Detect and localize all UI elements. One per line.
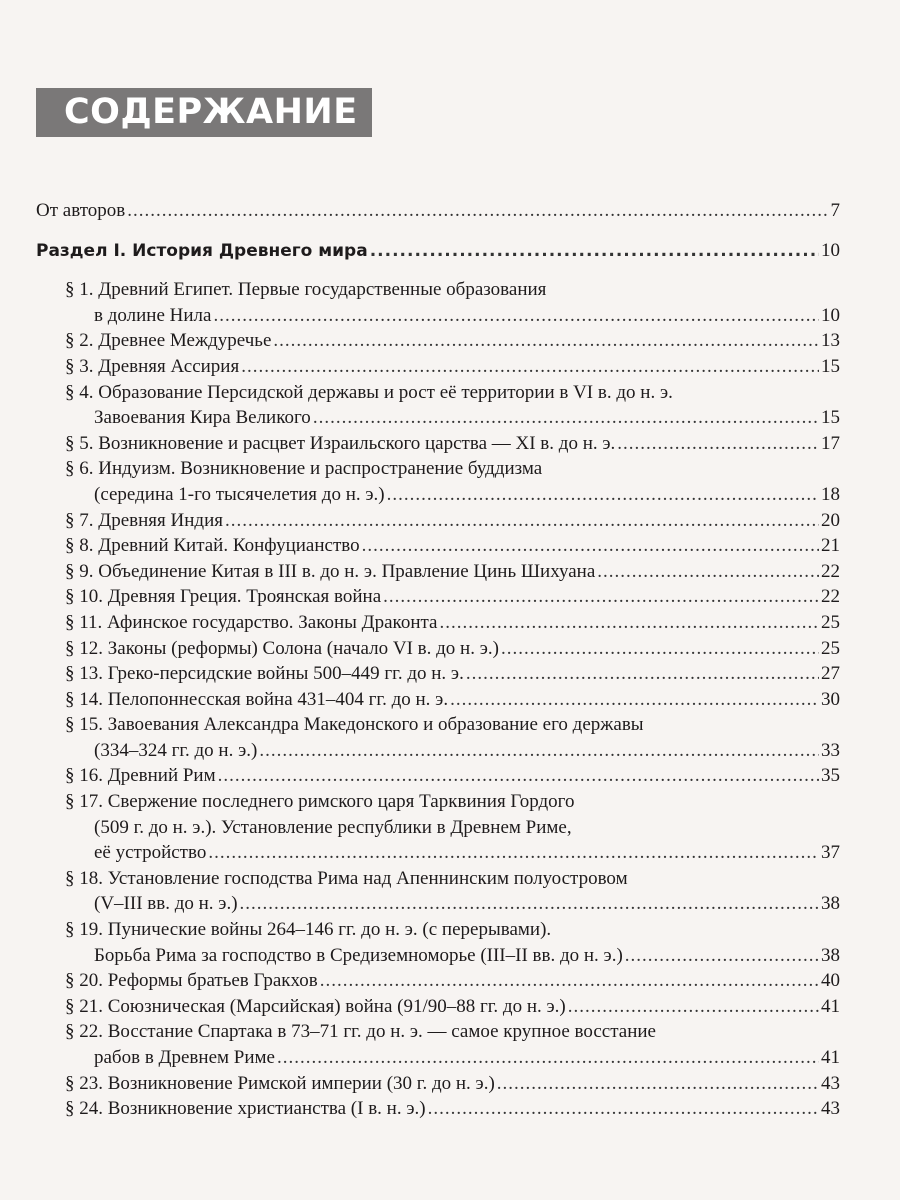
entry-line [36,817,840,843]
dot-leader [383,586,819,608]
dot-leader [208,842,819,864]
dot-leader [617,433,819,455]
toc-entry[interactable] [36,791,840,868]
entry-line [36,996,840,1022]
entry-line [36,919,840,945]
entry-text: (V–III вв. до н. э.) [94,893,238,915]
page-number: 37 [821,842,840,864]
entry-text: § 13. Греко-персидские войны 500–449 гг. до н. э. [65,663,464,685]
page-number: 33 [821,739,840,761]
entry-line [36,484,840,510]
toc-entry[interactable] [36,433,840,459]
toc-entry[interactable] [36,868,840,919]
page-number: 43 [821,1072,840,1094]
toc-entry[interactable] [36,638,840,664]
dot-leader [240,893,819,915]
entry-text: § 1. Древний Египет. Первые государственные образования [65,279,547,301]
page-number: 40 [821,970,840,992]
page-number: 17 [821,432,840,454]
toc-entry[interactable] [36,561,840,587]
entry-text: её устройство [94,842,207,864]
page-number: 22 [821,586,840,608]
entry-line [36,279,840,305]
entry-line [36,305,840,331]
entry-line [36,510,840,536]
entry-text: § 15. Завоевания Александра Македонского и образование его державы [65,714,644,736]
entry-line [36,868,840,894]
entry-line [36,714,840,740]
dot-leader [466,663,819,685]
entry-text: § 5. Возникновение и расцвет Израильского царства — XI в. до н. э. [65,432,616,454]
dot-leader [213,305,819,327]
entry-text: § 7. Древняя Индия [65,509,223,531]
page-number: 20 [821,509,840,531]
toc-entry[interactable] [36,1073,840,1099]
entry-text: § 3. Древняя Ассирия [65,355,240,377]
toc-entry[interactable] [36,279,840,330]
entry-line [36,458,840,484]
page-title: СОДЕРЖАНИЕ [36,88,372,137]
dot-leader [313,407,819,429]
entry-line [36,433,840,459]
dot-leader [225,510,819,532]
page-number: 35 [821,765,840,787]
page-number: 41 [821,1047,840,1068]
entry-text: рабов в Древнем Риме [94,1047,275,1068]
toc-section-heading[interactable] [36,240,840,266]
entry-line [36,842,840,868]
entry-text: § 4. Образование Персидской державы и рост её территории в VI в. до н. э. [65,381,673,403]
toc-entry[interactable] [36,458,840,509]
entry-text: (середина 1-го тысячелетия до н. э.) [94,483,385,505]
entry-line [36,1098,840,1124]
page-number: 21 [821,535,840,557]
toc-entry[interactable] [36,586,840,612]
entry-text: § 24. Возникновение христианства (I в. н. э.) [65,1098,426,1120]
page-number: 38 [821,893,840,915]
toc-entry[interactable] [36,996,840,1022]
entry-text: в долине Нила [94,304,212,326]
dot-leader [450,689,819,711]
section-title: Раздел I. История Древнего мира [36,240,368,261]
toc-entry[interactable] [36,612,840,638]
dot-leader [625,945,819,967]
page-number: 27 [821,663,840,685]
toc-entry[interactable] [36,510,840,536]
toc-entry[interactable] [36,689,840,715]
entry-text: (334–324 гг. до н. э.) [94,739,258,761]
page-number: 22 [821,560,840,582]
entry-text: § 12. Законы (реформы) Солона (начало VI в. до н. э.) [65,637,499,659]
entry-line [36,356,840,382]
entry-text: § 19. Пунические войны 264–146 гг. до н. э. (с перерывами). [65,919,552,941]
dot-leader [273,330,819,352]
toc-entry[interactable] [36,765,840,791]
entry-text: От авторов [36,200,126,221]
toc-entry[interactable] [36,1098,840,1124]
entry-text: (509 г. до н. э.). Установление республики в Древнем Риме, [94,816,572,838]
entry-line [36,586,840,612]
entry-text: § 16. Древний Рим [65,765,216,787]
page-number: 38 [821,944,840,966]
entry-line [36,1021,840,1047]
toc-entry-intro[interactable] [36,200,840,226]
entry-line [36,382,840,408]
entry-text: § 18. Установление господства Рима над Апеннинским полуостровом [65,867,628,889]
entry-line [36,612,840,638]
entry-line [36,535,840,561]
entry-text: § 22. Восстание Спартака в 73–71 гг. до н. э. — самое крупное восстание [65,1021,656,1043]
entry-text: § 17. Свержение последнего римского царя Тарквиния Гордого [65,791,575,813]
entry-line [36,1073,840,1099]
entry-text: § 21. Союзническая (Марсийская) война (91/90–88 гг. до н. э.) [65,995,566,1017]
toc-entry[interactable] [36,382,840,433]
entry-line [36,893,840,919]
entry-line [36,561,840,587]
entry-text: § 20. Реформы братьев Гракхов [65,970,318,992]
toc-entry[interactable] [36,330,840,356]
entry-text: § 11. Афинское государство. Законы Драконта [65,611,438,633]
entry-line [36,765,840,791]
dot-leader [439,612,819,634]
page-number: 43 [821,1098,840,1120]
dot-leader [501,638,819,660]
entry-text: Борьба Рима за господство в Средиземноморье (III–II вв. до н. э.) [94,944,623,966]
entry-text: § 10. Древняя Греция. Троянская война [65,586,382,608]
entry-text: § 9. Объединение Китая в III в. до н. э. Правление Цинь Шихуана [65,560,596,582]
entry-text: § 6. Индуизм. Возникновение и распространение буддизма [65,458,543,480]
page-number: 15 [821,355,840,377]
dot-leader [259,740,819,762]
dot-leader [362,535,819,557]
dot-leader [497,1073,819,1095]
dot-leader [370,241,819,261]
page-number: 30 [821,688,840,710]
entry-line [36,740,840,766]
dot-leader [387,484,819,506]
toc-entry[interactable] [36,919,840,970]
entry-line [36,330,840,356]
dot-leader [127,200,828,222]
entry-line [36,663,840,689]
entry-line [36,970,840,996]
dot-leader [218,765,819,787]
entry-line [36,407,840,433]
page-number: 10 [821,304,840,326]
table-of-contents [36,200,840,1124]
dot-leader [277,1047,819,1069]
page-number: 18 [821,483,840,505]
toc-entry[interactable] [36,663,840,689]
dot-leader [568,996,819,1018]
entry-line [36,791,840,817]
dot-leader [428,1098,819,1120]
page-number: 25 [821,637,840,659]
dot-leader [320,970,819,992]
page-number: 41 [821,995,840,1017]
toc-entries [36,279,840,1124]
page-number: 15 [821,407,840,429]
entry-line [36,1047,840,1073]
toc-entry[interactable] [36,970,840,996]
toc-entry[interactable] [36,1021,840,1072]
entry-text: § 14. Пелопоннесская война 431–404 гг. до н. э. [65,688,449,710]
page-number: 25 [821,611,840,633]
entry-text: § 23. Возникновение Римской империи (30 г. до н. э.) [65,1072,495,1094]
entry-text: Завоевания Кира Великого [94,407,311,429]
toc-entry[interactable] [36,714,840,765]
entry-text: § 8. Древний Китай. Конфуцианство [65,535,360,557]
page-number: 7 [830,200,840,221]
entry-line [36,689,840,715]
entry-line [36,945,840,971]
page-number: 10 [821,239,840,261]
entry-text: § 2. Древнее Междуречье [65,330,272,352]
dot-leader [241,356,819,378]
toc-entry[interactable] [36,535,840,561]
dot-leader [597,561,819,583]
entry-line [36,638,840,664]
page-number: 13 [821,330,840,352]
toc-entry[interactable] [36,356,840,382]
